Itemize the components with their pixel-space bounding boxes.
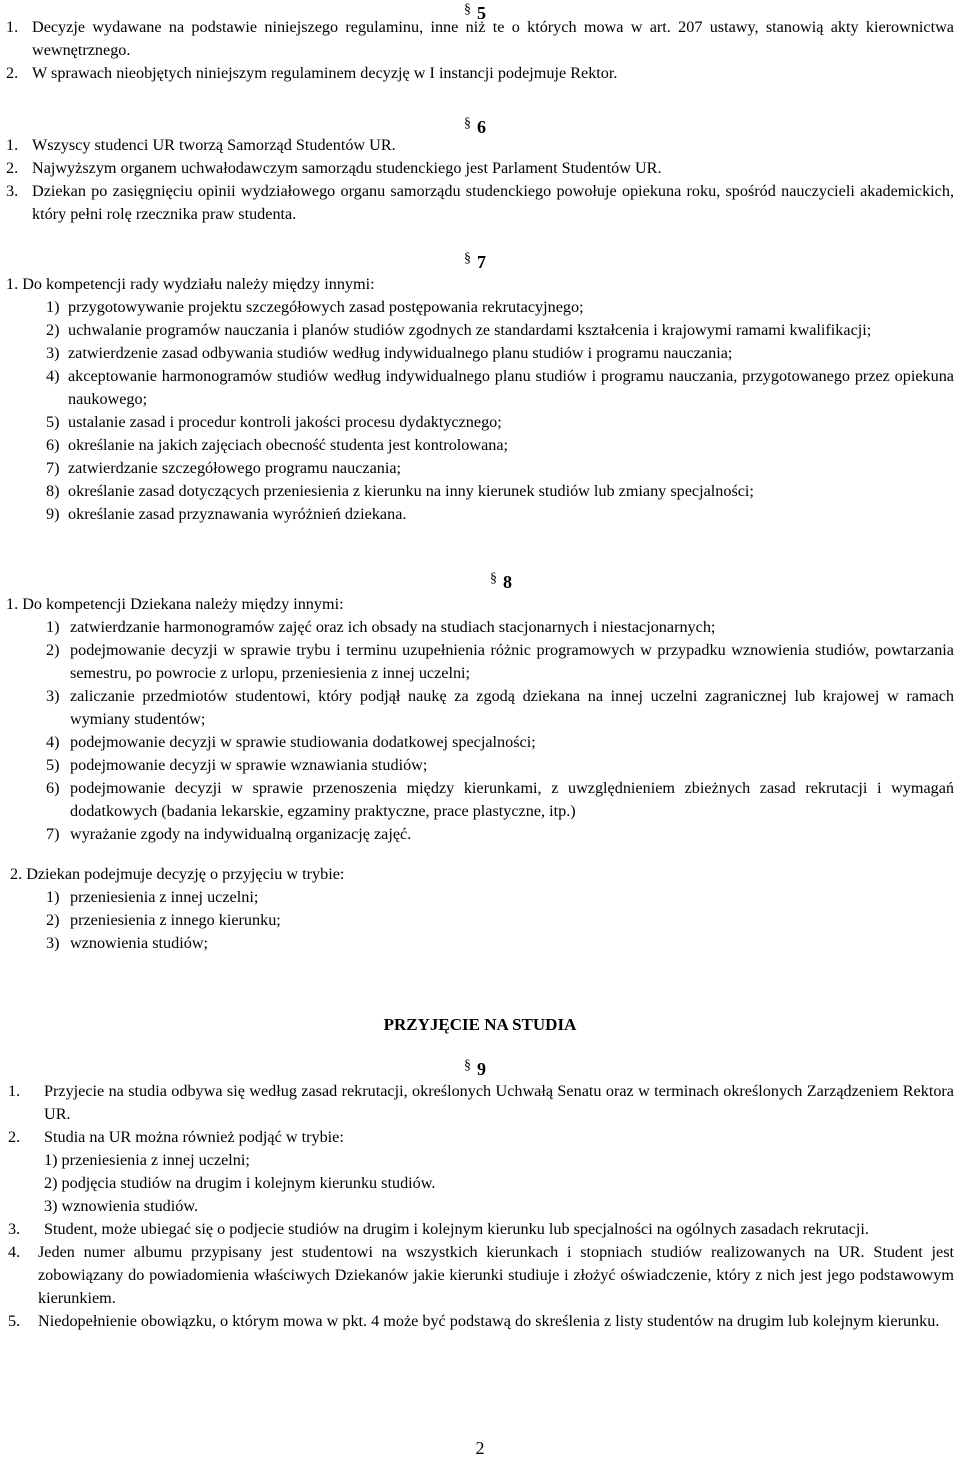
list-item: 4. Jeden numer albumu przypisany jest studentowi na wszystkich kierunkach i stopniach studiów realizowanych na UR. Student jest zobowiązany do powiadomienia właściwych Dziekanów jakie kierunki studiuje i złożyć oświadczenie, który z nich jest jego podstawowym kierunkiem.	[8, 1243, 954, 1307]
list-item: 3. Student, może ubiegać się o podjecie studiów na drugim i kolejnym kierunku lub specjalności na ogólnych zasadach rekrutacji.	[8, 1220, 869, 1238]
list-item: 8) określanie zasad dotyczących przeniesienia z kierunku na inny kierunek studiów lub zmiany specjalności;	[46, 482, 754, 500]
section-8-intro-1: 1. Do kompetencji Dziekana należy między innymi:	[6, 595, 344, 613]
sub-list-item: 2) podjęcia studiów na drugim i kolejnym kierunku studiów.	[44, 1174, 436, 1192]
section-8-intro-2: 2. Dziekan podejmuje decyzję o przyjęciu w trybie:	[10, 865, 345, 883]
list-item: 2. W sprawach nieobjętych niniejszym regulaminem decyzję w I instancji podejmuje Rektor.	[6, 64, 618, 82]
list-item: 7) zatwierdzanie szczegółowego programu nauczania;	[46, 459, 402, 477]
list-item: 7) wyrażanie zgody na indywidualną organizację zajęć.	[46, 825, 412, 843]
sub-list-item: 1) przeniesienia z innej uczelni;	[44, 1151, 250, 1169]
section-6-body	[0, 134, 960, 226]
list-item: 6) podejmowanie decyzji w sprawie przenoszenia między kierunkami, z uwzględnieniem zbieżnych zasad rekrutacji i wymagań dodatkowych (badania lekarskie, egzaminy praktyczne, prace plastyczne, itp.)	[46, 779, 954, 820]
section-9-body	[0, 1080, 960, 1333]
section-8-heading: § 8	[490, 571, 512, 592]
section-7-intro: 1. Do kompetencji rady wydziału należy między innymi:	[6, 275, 375, 293]
section-5-body	[0, 16, 960, 85]
section-7-body	[0, 273, 960, 526]
list-item: 1) przeniesienia z innej uczelni;	[46, 888, 259, 906]
list-item: 2. Studia na UR można również podjąć w trybie:	[8, 1128, 344, 1146]
section-5-heading: § 5	[464, 2, 486, 23]
section-7-heading: § 7	[464, 251, 486, 272]
list-item: 1. Przyjecie na studia odbywa się według zasad rekrutacji, określonych Uchwałą Senatu oraz w terminach określonych Zarządzeniem Rektora UR.	[8, 1082, 954, 1123]
list-item: 4) podejmowanie decyzji w sprawie studiowania dodatkowej specjalności;	[46, 733, 536, 751]
list-item: 1. Decyzje wydawane na podstawie niniejszego regulaminu, inne niż te o których mowa w art. 207 ustawy, stanowią akty kierownictwa wewnętrznego.	[6, 18, 954, 59]
list-item: 5) ustalanie zasad i procedur kontroli jakości procesu dydaktycznego;	[46, 413, 502, 431]
list-item: 1) zatwierdzanie harmonogramów zajęć oraz ich obsady na studiach stacjonarnych i niestacjonarnych;	[46, 618, 716, 636]
list-item: 9) określanie zasad przyznawania wyróżnień dziekana.	[46, 505, 407, 523]
section-9-heading: § 9	[464, 1058, 486, 1079]
list-item: 2) przeniesienia z innego kierunku;	[46, 911, 281, 929]
list-item: 3) zatwierdzenie zasad odbywania studiów według indywidualnego planu studiów i programu nauczania;	[46, 344, 733, 362]
list-item: 1) przygotowywanie projektu szczegółowych zasad postępowania rekrutacyjnego;	[46, 298, 584, 316]
list-item: 6) określanie na jakich zajęciach obecność studenta jest kontrolowana;	[46, 436, 509, 454]
list-item: 1. Wszyscy studenci UR tworzą Samorząd Studentów UR.	[6, 136, 396, 154]
list-item: 4) akceptowanie harmonogramów studiów według indywidualnego planu studiów i programu nauczania, przygotowanego przez opiekuna naukowego;	[46, 367, 954, 408]
section-6-heading: § 6	[464, 116, 486, 137]
list-item: 2) uchwalanie programów nauczania i planów studiów zgodnych ze standardami kształcenia i krajowymi ramami kwalifikacji;	[46, 321, 872, 339]
list-item: 2) podejmowanie decyzji w sprawie trybu i terminu uzupełnienia różnic programowych w przypadku wznowienia studiów, powtarzania semestru, po powrocie z urlopu, przeniesienia z innej uczelni;	[46, 641, 954, 682]
list-item: 3) wznowienia studiów;	[46, 934, 209, 952]
list-item: 3. Dziekan po zasięgnięciu opinii wydziałowego organu samorządu studenckiego powołuje opiekuna roku, spośród nauczycieli akademickich, który pełni rolę rzecznika praw studenta.	[6, 182, 954, 223]
chapter-heading: PRZYJĘCIE NA STUDIA	[383, 1015, 577, 1034]
page-number: 2	[475, 1438, 485, 1458]
section-8-body	[0, 593, 960, 846]
list-item: 2. Najwyższym organem uchwałodawczym samorządu studenckiego jest Parlament Studentów UR.	[6, 159, 662, 177]
list-item: 5) podejmowanie decyzji w sprawie wznawiania studiów;	[46, 756, 428, 774]
list-item: 5. Niedopełnienie obowiązku, o którym mowa w pkt. 4 może być podstawą do skreślenia z listy studentów na drugim lub kolejnym kierunku.	[8, 1312, 940, 1330]
sub-list-item: 3) wznowienia studiów.	[44, 1197, 199, 1215]
list-item: 3) zaliczanie przedmiotów studentowi, który podjął naukę za zgodą dziekana na innej uczelni zagranicznej lub krajowej w ramach wymiany studentów;	[46, 687, 954, 728]
section-8-part-2	[0, 863, 960, 955]
